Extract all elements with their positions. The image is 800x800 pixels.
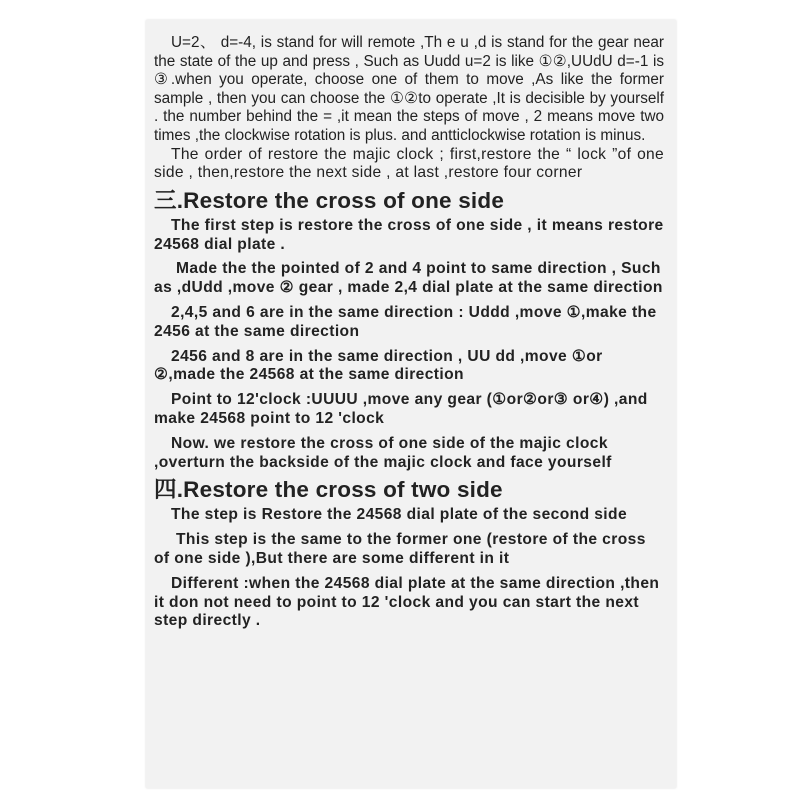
section-4-body bbox=[154, 506, 664, 631]
section-3-paragraph: 2456 and 8 are in the same direction , UU dd ,move ①or ②,made the 24568 at the same direction bbox=[154, 347, 603, 384]
section-4-heading: 四.Restore the cross of two side bbox=[154, 477, 503, 503]
section-3-paragraph: Now. we restore the cross of one side of the majic clock ,overturn the backside of the majic clock and face yourself bbox=[154, 434, 612, 471]
intro-text bbox=[154, 34, 664, 183]
section-4-paragraph: Different :when the 24568 dial plate at the same direction ,then it don not need to point to 12 'clock and you can start the next step directly . bbox=[154, 574, 660, 630]
section-4-paragraph: This step is the same to the former one (restore of the cross of one side ),But there are some different in it bbox=[154, 531, 646, 567]
intro-paragraph-order: The order of restore the majic clock ; first,restore the “ lock ”of one side , then,restore the next side , at last ,restore four corner bbox=[154, 145, 664, 182]
section-3-paragraph: The first step is restore the cross of one side , it means restore 24568 dial plate . bbox=[154, 216, 664, 253]
section-3-paragraph: 2,4,5 and 6 are in the same direction : Uddd ,move ①,make the 2456 at the same direction bbox=[154, 303, 657, 340]
section-3-paragraph: Made the the pointed of 2 and 4 point to same direction , Such as ,dUdd ,move ② gear , made 2,4 dial plate at the same direction bbox=[154, 260, 663, 297]
page-content bbox=[154, 34, 664, 631]
instruction-page bbox=[146, 20, 676, 788]
section-3-body bbox=[154, 217, 664, 473]
section-3-paragraph: Point to 12'clock :UUUU ,move any gear (①or②or③ or④) ,and make 24568 point to 12 'clock bbox=[154, 391, 648, 427]
intro-paragraph-notation: U=2、 d=-4, is stand for will remote ,Th e u ,d is stand for the gear near the state of the up and press , Such as Uudd u=2 is like ①②,UUdU d=-1 is ③.when you operate, choose one of them to move ,As like the former sample , then you can choose the ①②to operate ,It is decisible by yourself . the number behind the = ,it mean the steps of move , 2 means move two times ,the clockwise rotation is plus. and antticlockwise rotation is minus. bbox=[154, 34, 664, 144]
section-3-heading: 三.Restore the cross of one side bbox=[154, 187, 505, 213]
section-4-paragraph: The step is Restore the 24568 dial plate of the second side bbox=[171, 506, 628, 524]
